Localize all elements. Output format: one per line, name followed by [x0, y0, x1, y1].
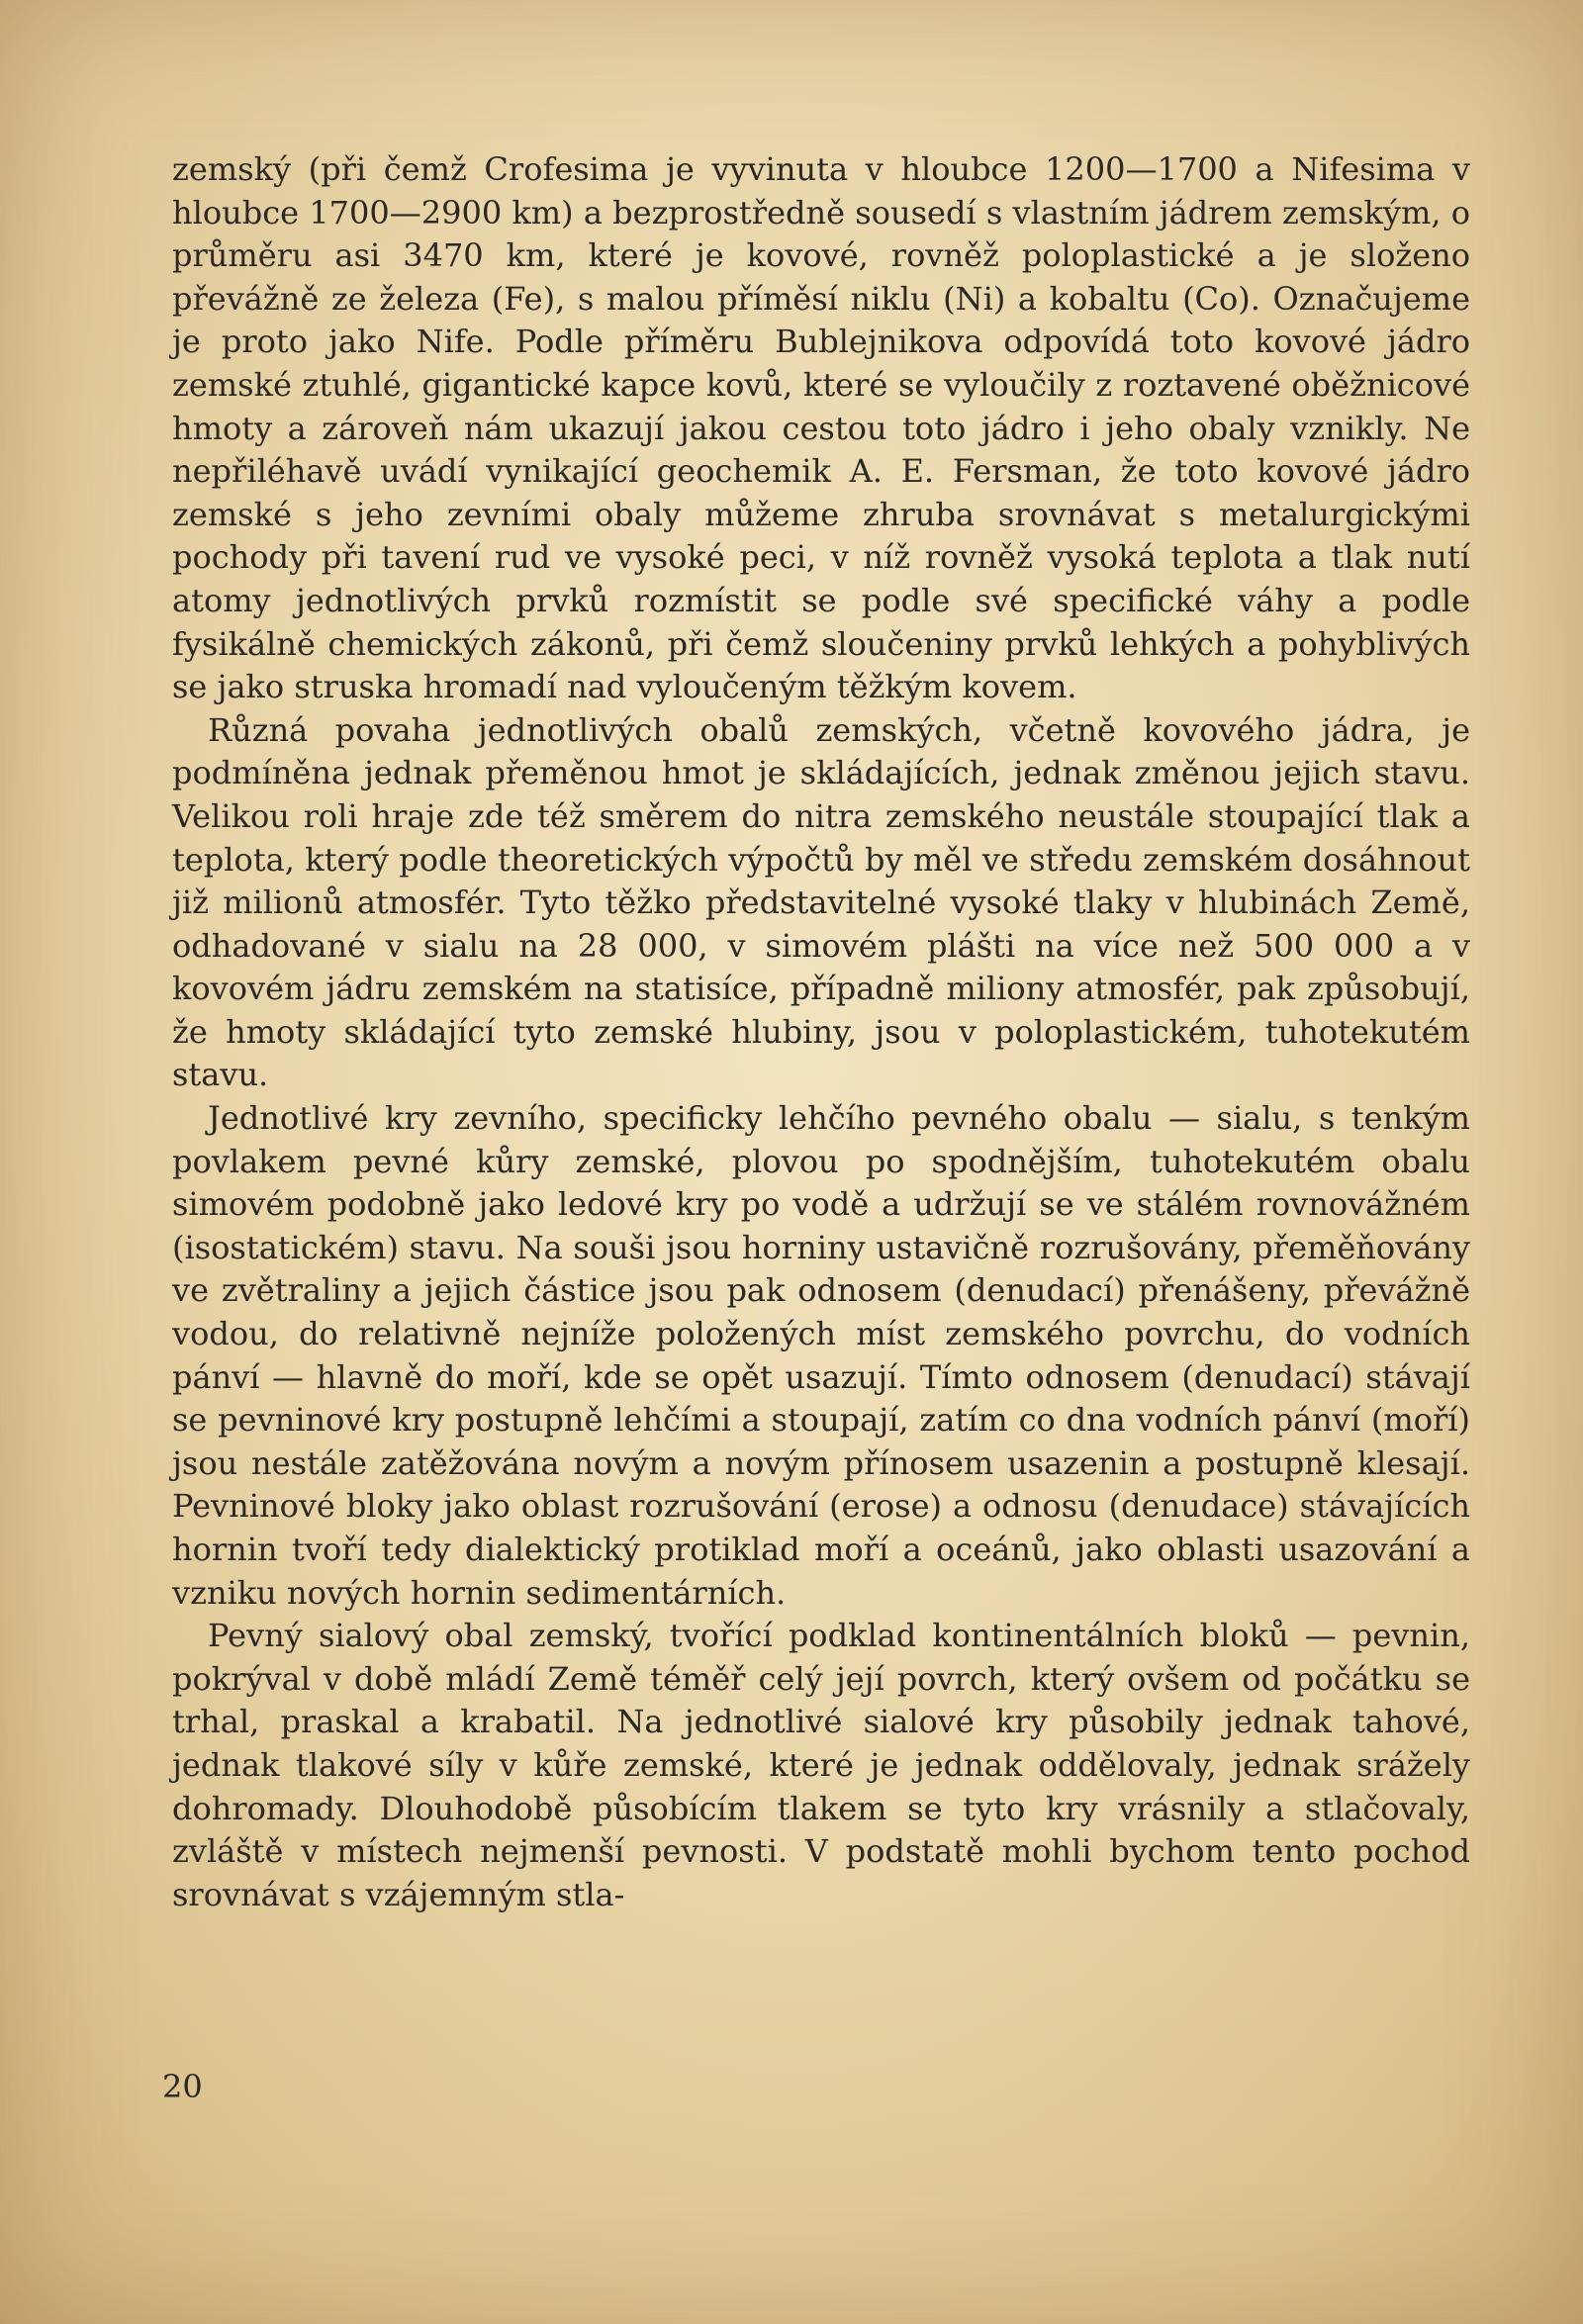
paragraph-1: zemský (při čemž Crofesima je vyvinuta v hloubce 1200—1700 a Nifesima v hloubce 1700—2900 km) a bezprostředně sousedí s vlastním jádrem zemským, o průměru asi 3470 km, které je kovové, rovněž poloplastické a je složeno převážně ze železa (Fe), s malou příměsí niklu (Ni) a kobaltu (Co). Označujeme je proto jako Nife. Podle příměru Bublejnikova odpovídá toto kovové jádro zemské ztuhlé, gigantické kapce kovů, které se vyloučily z roztavené oběžnicové hmoty a zároveň nám ukazují jakou cestou toto jádro i jeho obaly vznikly. Ne nepřiléhavě uvádí vynikající geochemik A. E. Fersman, že toto kovové jádro zemské s jeho zevními obaly můžeme zhruba srovnávat s metalurgickými pochody při tavení rud ve vysoké peci, v níž rovněž vysoká teplota a tlak nutí atomy jednotlivých prvků rozmístit se podle své specifické váhy a podle fysikálně chemických zákonů, při čemž sloučeniny prvků lehkých a pohyblivých se jako struska hromadí nad vyloučeným těžkým kovem. [172, 150, 1470, 706]
body-text [172, 148, 1470, 1916]
paragraph-4: Pevný sialový obal zemský, tvořící podklad kontinentálních bloků — pevnin, pokrýval v době mládí Země téměř celý její povrch, který ovšem od počátku se trhal, praskal a krabatil. Na jednotlivé sialové kry působily jednak tahové, jednak tlakové síly v kůře zemské, které je jednak oddělovaly, jednak srážely dohromady. Dlouhodobě působícím tlakem se tyto kry vrásnily a stlačovaly, zvláště v místech nejmenší pevnosti. V podstatě mohli bychom tento pochod srovnávat s vzájemným stla- [172, 1617, 1470, 1913]
paragraph-3: Jednotlivé kry zevního, specificky lehčího pevného obalu — sialu, s tenkým povlakem pevné kůry zemské, plovou po spodnějším, tuhotekutém obalu simovém podobně jako ledové kry po vodě a udržují se ve stálém rovnovážném (isostatickém) stavu. Na souši jsou horniny ustavičně rozrušovány, přeměňovány ve zvětraliny a jejich částice jsou pak odnosem (denudací) přenášeny, převážně vodou, do relativně nejníže položených míst zemského povrchu, do vodních pánví — hlavně do moří, kde se opět usazují. Tímto odnosem (denudací) stávají se pevninové kry postupně lehčími a stoupají, zatím co dna vodních pánví (moří) jsou nestále zatěžována novým a novým přínosem usazenin a postupně klesají. Pevninové bloky jako oblast rozrušování (erose) a odnosu (denudace) stávajících hornin tvoří tedy dialektický protiklad moří a oceánů, jako oblasti usazování a vzniku nových hornin sedimentárních. [172, 1099, 1470, 1612]
page-number: 20 [162, 2068, 203, 2105]
paragraph-2: Různá povaha jednotlivých obalů zemských, včetně kovového jádra, je podmíněna jednak přeměnou hmot je skládajících, jednak změnou jejich stavu. Velikou roli hraje zde též směrem do nitra zemského neustále stoupající tlak a teplota, který podle theoretických výpočtů by měl ve středu zemském dosáhnout již milionů atmosfér. Tyto těžko představitelné vysoké tlaky v hlubinách Země, odhadované v sialu na 28 000, v simovém plášti na více než 500 000 a v kovovém jádru zemském na statisíce, případně miliony atmosfér, pak způsobují, že hmoty skládající tyto zemské hlubiny, jsou v poloplastickém, tuhotekutém stavu. [172, 710, 1470, 1094]
